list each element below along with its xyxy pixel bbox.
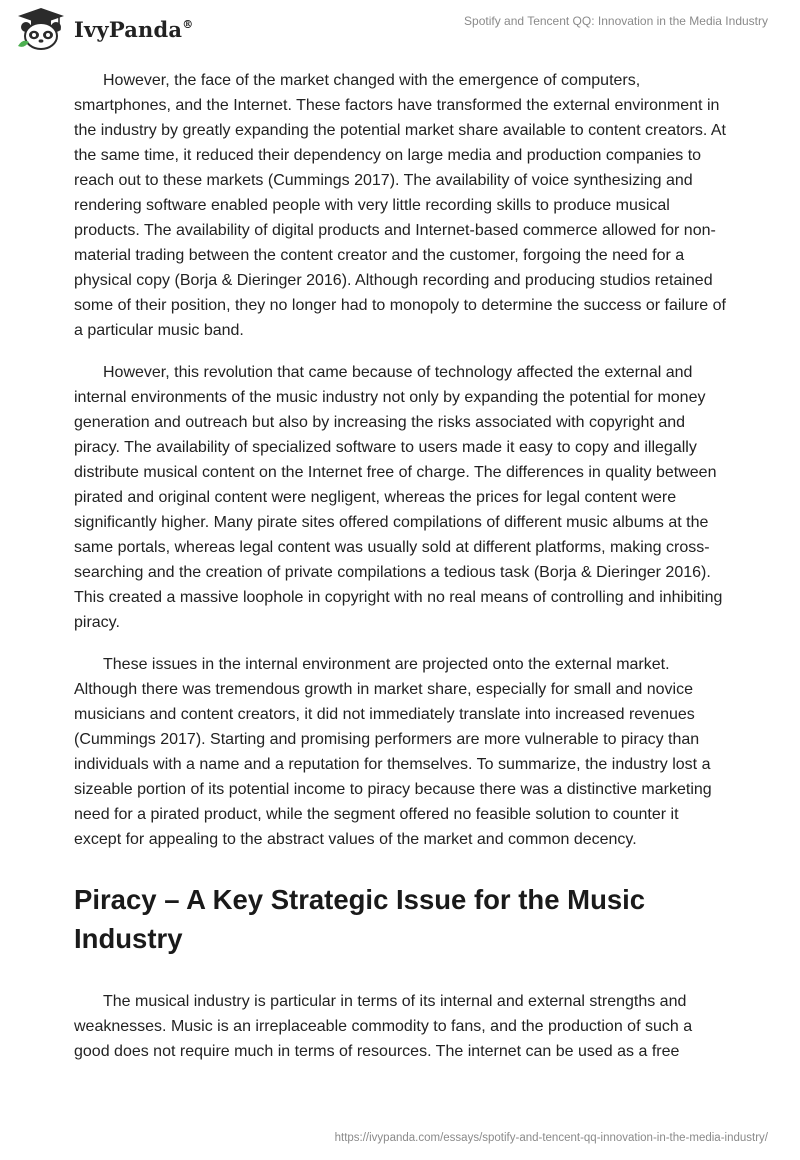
paragraph-2: However, this revolution that came because of technology affected the external and internal environments of the music industry not only by expanding the potential for money generation and outreach but also by increasing the risks associated with copyright and piracy. The availability of specialized software to users made it easy to copy and illegally distribute musical content on the Internet free of charge. The differences in quality between pirated and original content were negligent, whereas the prices for legal content were significantly higher. Many pirate sites offered compilations of different music albums at the same portals, whereas legal content was usually sold at different platforms, making cross-searching and the creation of private compilations a tedious task (Borja & Dieringer 2016). This created a massive loophole in copyright with no real means of controlling and inhibiting piracy. [74,364,723,631]
page-header [0,0,800,60]
registered-mark: ® [182,17,194,31]
paragraph-4: The musical industry is particular in terms of its internal and external strengths and weaknesses. Music is an irreplaceable commodity to fans, and the production of such a good does not require much in terms of resources. The internet can be used as a free [74,993,693,1060]
document-title: Spotify and Tencent QQ: Innovation in the Media Industry [464,14,768,28]
source-url[interactable]: https://ivypanda.com/essays/spotify-and-tencent-qq-innovation-in-the-media-industry/ [334,1132,768,1144]
section-heading: Piracy – A Key Strategic Issue for the Music Industry [74,884,646,954]
panda-graduate-icon [14,6,68,52]
paragraph-3: These issues in the internal environment are projected onto the external market. Although there was tremendous growth in market share, especially for small and novice musicians and content creators, it did not immediately translate into increased revenues (Cummings 2017). Starting and promising performers are more vulnerable to piracy than individuals with a name and a reputation for themselves. To summarize, the industry lost a sizeable portion of its potential income to piracy because there was a distinctive marketing need for a pirated product, while the segment offered no feasible solution to counter it except for appealing to the abstract values of the market and common decency. [74,656,712,848]
ivypanda-logo[interactable] [14,6,193,52]
paragraph-1: However, the face of the market changed with the emergence of computers, smartphones, and the Internet. These factors have transformed the external environment in the industry by greatly expanding the potential market share available to content creators. At the same time, it reduced their dependency on large media and production companies to reach out to these markets (Cummings 2017). The availability of voice synthesizing and rendering software enabled people with very little recording skills to produce musical products. The availability of digital products and Internet-based commerce allowed for non-material trading between the content creator and the customer, forgoing the need for a physical copy (Borja & Dieringer 2016). Although recording and producing studios retained some of their position, they no longer had to monopoly to determine the success or failure of a particular music band. [74,72,726,339]
brand-name: IvyPanda® [74,16,194,42]
essay-body [74,68,728,1081]
